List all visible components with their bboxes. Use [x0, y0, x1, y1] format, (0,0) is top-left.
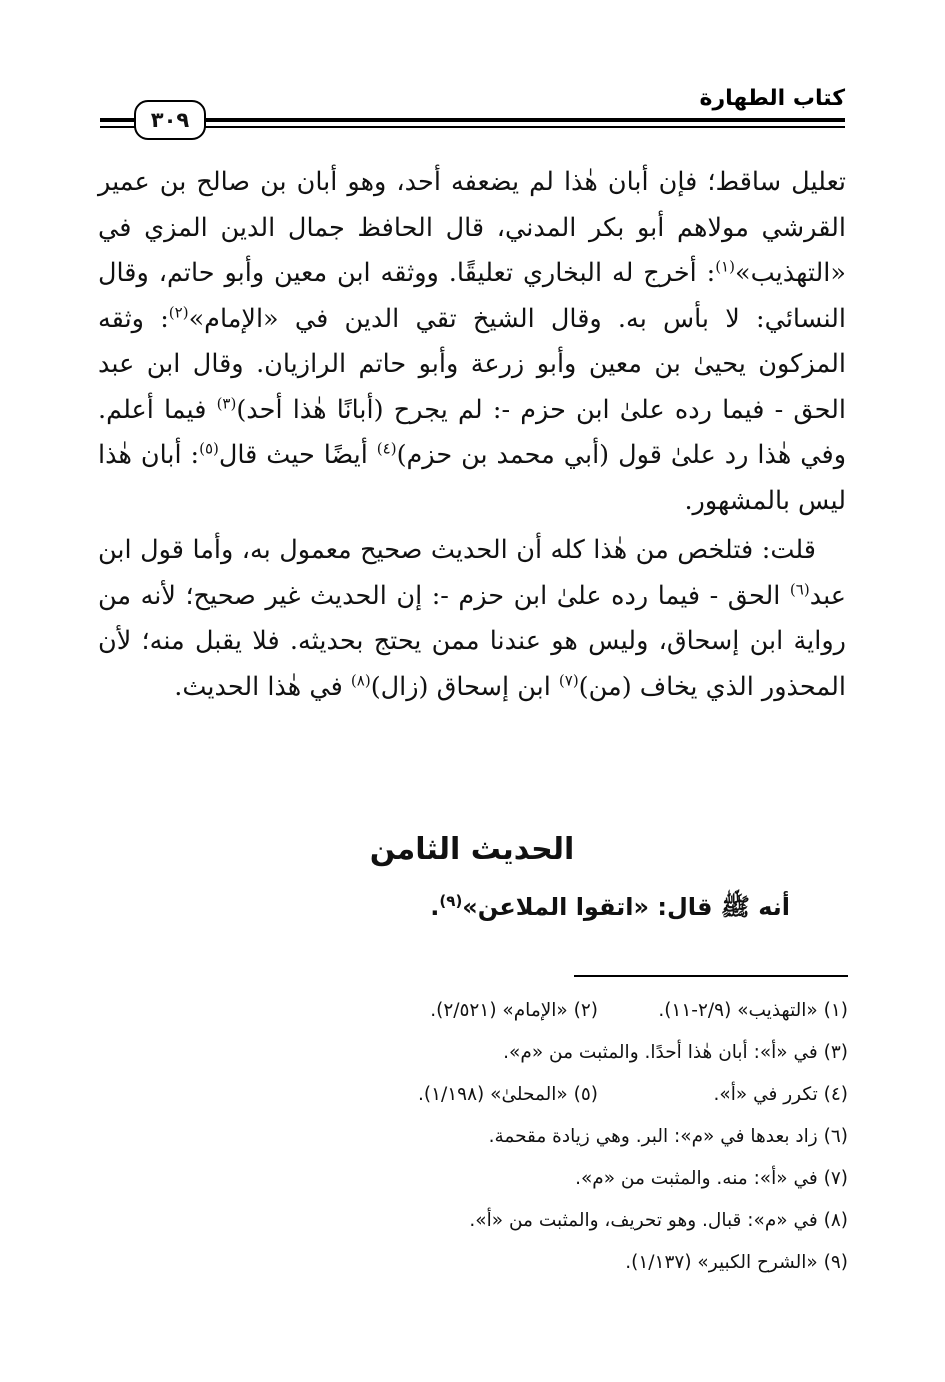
running-head-title: كتاب الطهارة [699, 86, 845, 111]
footnote-ref-9[interactable]: (٩) [439, 892, 463, 910]
footnote-ref-5[interactable]: (٥) [199, 439, 219, 458]
paragraph-1: تعليل ساقط؛ فإن أبان هٰذا لم يضعفه أحد، وهو أبان بن صالح بن عمير القرشي مولاهم أبو بكر المدني، قال الحافظ جمال الدين المزي في «التهذيب»$^{(١)}$: أخرج له البخاري تعليقًا. ووثقه ابن معين وأبو حاتم، وقال النسائي: لا بأس به. وقال الشيخ تقي الدين في «الإمام»$^{(٢)}$: وثقه المزكون يحيىٰ بن معين وأبو زرعة وأبو حاتم الرازيان. وقال ابن عبد الحق - فيما رده علىٰ ابن حزم -: لم يجرح (أبانًا هٰذا أحد)$^{(٣)}$ فيما أعلم. وفي هٰذا رد علىٰ قول (أبي محمد بن حزم)$^{(٤)}$ أيضًا حيث قال$^{(٥)}$: أبان هٰذا ليس بالمشهور. [98, 167, 847, 516]
footnote-6: (٦) زاد بعدها في «م»: البر. وهي زيادة مقحمة. [488, 1126, 848, 1147]
footnote-ref-6[interactable]: (٦) [789, 580, 810, 598]
footnote-row [150, 1242, 848, 1284]
footnote-row [150, 1074, 848, 1116]
paragraph-2: قلت: فتلخص من هٰذا كله أن الحديث صحيح معمول به، وأما قول ابن عبد$^{(٦)}$ الحق - فيما رده علىٰ ابن حزم -: إن الحديث غير صحيح؛ لأنه من رواية ابن إسحاق، وليس هو عندنا ممن يحتج بحديثه. فلا يقبل منه؛ لأن المحذور الذي يخاف (من)$^{(٧)}$ ابن إسحاق (زال)$^{(٨)}$ في هٰذا الحديث. [98, 535, 846, 702]
footnote-8: (٨) في «م»: قبال. وهو تحريف، والمثبت من «أ». [469, 1210, 848, 1231]
page-number: ٣٠٩ [134, 100, 206, 140]
footnotes [150, 990, 848, 1284]
footnote-7: (٧) في «أ»: منه. والمثبت من «م». [575, 1168, 848, 1189]
footnote-5: (٥) «المحلىٰ» (١/١٩٨). [417, 1084, 598, 1105]
hadith-line: أنه ﷺ قال: «اتقوا الملاعن»$^{(٩)}$. [430, 892, 790, 921]
footnote-row [150, 1116, 848, 1158]
page-header [100, 80, 845, 136]
footnote-row [150, 1158, 848, 1200]
footnote-row [150, 990, 848, 1032]
hadith-quote: «اتقوا الملاعن» [462, 893, 649, 921]
footnote-ref-1[interactable]: (١) [715, 257, 735, 276]
footnote-1: (١) «التهذيب» (٢/٩-١١). [658, 1000, 848, 1021]
footnote-9: (٩) «الشرح الكبير» (١/١٣٧). [625, 1252, 848, 1273]
footnote-row [150, 1032, 848, 1074]
footnote-ref-4[interactable]: (٤) [376, 439, 397, 458]
header-rule-thin [100, 126, 845, 128]
footnote-ref-3[interactable]: (٣) [216, 394, 237, 412]
footnote-2: (٢) «الإمام» (٢/٥٢١). [430, 1000, 598, 1021]
footnote-ref-7[interactable]: (٧) [558, 671, 579, 689]
footnote-ref-2[interactable]: (٢) [168, 303, 189, 321]
section-heading: الحديث الثامن [369, 832, 575, 867]
footnote-4: (٤) تكرر في «أ». [713, 1084, 848, 1105]
footnote-3: (٣) في «أ»: أبان هٰذا أحدًا. والمثبت من «م». [503, 1042, 848, 1063]
main-text [98, 160, 846, 710]
footnote-ref-8[interactable]: (٨) [350, 671, 371, 689]
footnote-separator [574, 975, 848, 977]
footnote-row [150, 1200, 848, 1242]
header-rule-thick [100, 118, 845, 122]
